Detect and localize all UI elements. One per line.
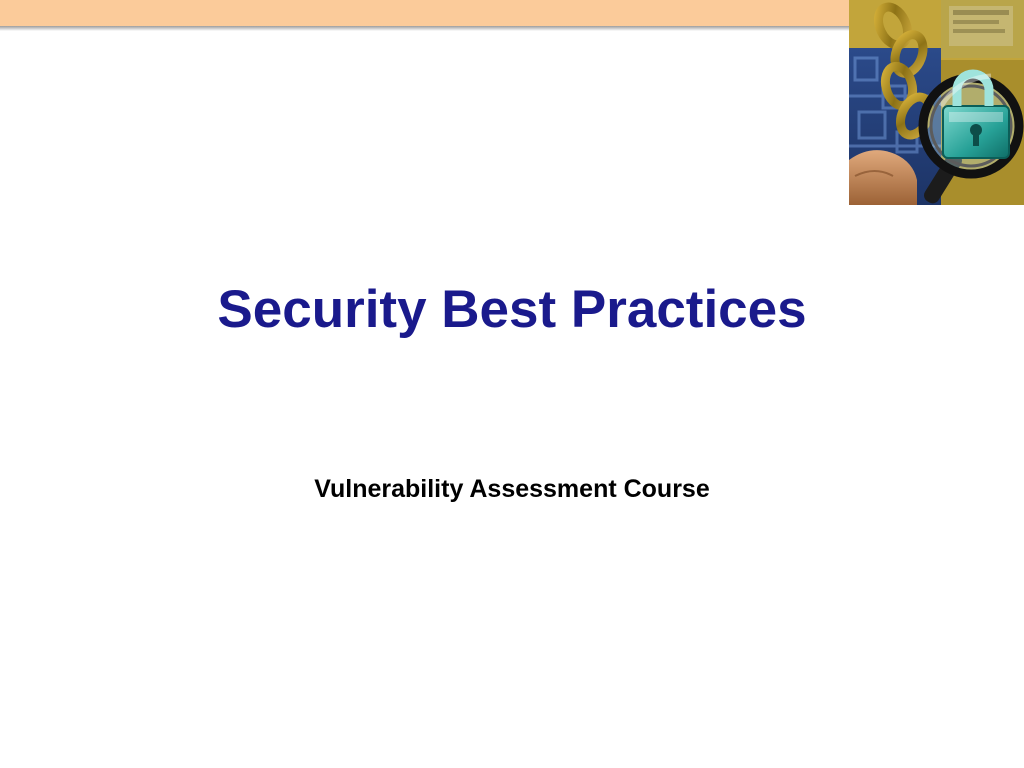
padlock-and-magnifying-glass-image <box>849 0 1024 205</box>
padlock-illustration-icon <box>849 0 1024 205</box>
page-subtitle: Vulnerability Assessment Course <box>314 475 710 503</box>
page-title: Security Best Practices <box>217 280 807 339</box>
